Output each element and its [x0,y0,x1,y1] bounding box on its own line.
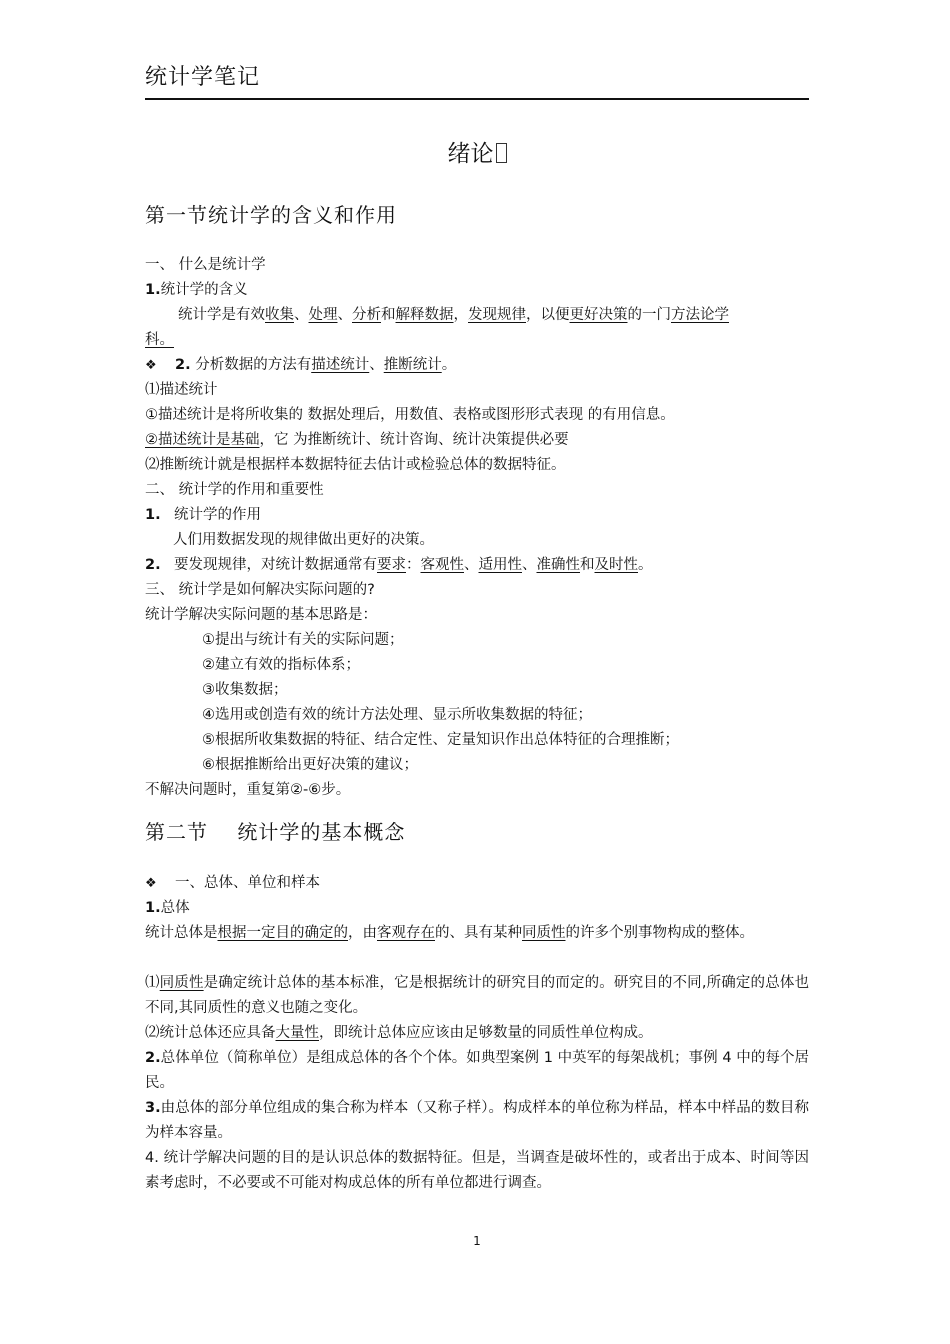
def-term-collect: 收集 [265,307,294,323]
chapter-title-text: 绪论 [447,141,494,167]
homo-marker: ⑴ [145,975,160,991]
def-term-discover: 发现规律 [468,307,526,323]
definition-paragraph [178,303,809,328]
def-text: 统计学是有效 [178,307,265,323]
item-number: 3. [145,1100,161,1116]
diamond-bullet-icon: ❖ [145,358,157,373]
definition-paragraph-cont [145,328,809,353]
running-header: 统计学笔记 [145,65,261,90]
term-homogeneity: 同质性 [159,975,204,991]
def-term-interpret: 解释数据 [395,307,454,323]
def-term-decide: 更好决策 [569,307,628,323]
item-number: 2. [145,557,161,573]
item-meaning [145,278,809,303]
term-objective-existence: 客观存在 [377,925,435,941]
def-term-methodology: 方法论学 [671,307,729,323]
pop-text: 的、具有某种 [435,925,522,941]
descriptive-heading: ⑴描述统计 [145,382,218,398]
pop-text: 统计总体是 [145,925,218,941]
sep: 、 [522,557,537,573]
pop-text: 的许多个别事物构成的整体。 [565,925,754,941]
sample-text: 由总体的部分单位组成的集合称为样本（又称子样）。构成样本的单位称为样品，样本中样品的数目称为样本容量。 [145,1100,809,1141]
item-number: 1. [145,282,161,298]
def-term-analyze: 分析 [352,307,381,323]
term-purpose: 根据一定目的确定的 [217,925,348,941]
item-number: 2. [145,1050,161,1066]
term-descriptive: 描述统计 [311,357,370,373]
term-inferential: 推断统计 [383,357,442,373]
item-population [145,896,809,921]
def-sep: 和 [381,307,396,323]
term-accuracy: 准确性 [536,557,580,573]
def-text: 的一门 [627,307,671,323]
item-number: 2. [175,357,191,373]
req-text: 要发现规律，对统计数据通常有 [174,557,377,573]
subheading-how: 三、 统计学是如何解决实际问题的? [145,582,375,598]
homo-text: 是确定统计总体的基本标准，它是根据统计的研究目的而定的。研究目的不同,所确定的总体也不同,其同质性的意义也随之变化。 [145,975,810,1016]
sep: 、 [369,357,384,373]
steps-intro: 统计学解决实际问题的基本思路是： [145,607,377,623]
inferential-line: ⑵推断统计就是根据样本数据特征去估计或检验总体的数据特征。 [145,457,566,473]
steps-outro: 不解决问题时，重复第②-⑥步。 [145,782,351,798]
role-body: 人们用数据发现的规律做出更好的决策。 [173,532,434,548]
item-number: 4. [145,1150,159,1166]
term-objective: 客观性 [420,557,464,573]
goal-text: 统计学解决问题的目的是认识总体的数据特征。但是，当调查是破坏性的，或者出于成本、时间等因素考虑时，不必要或不可能对构成总体的所有单位都进行调查。 [145,1150,809,1191]
header-rule [145,98,809,100]
step-item: ⑤根据所收集数据的特征、结合定性、定量知识作出总体特征的合理推断； [202,732,679,748]
diamond-bullet-icon: ❖ [145,876,157,891]
homogeneity-paragraph [145,971,809,1021]
def-term-process: 处理 [308,307,338,323]
term-homogeneity: 同质性 [522,925,566,941]
def-sep: 、 [294,307,309,323]
item-label: 统计学的作用 [174,507,261,523]
def-term-methodology-end: 科。 [145,332,174,348]
term-timeliness: 及时性 [594,557,638,573]
goal-paragraph [145,1146,809,1196]
sep: 。 [638,557,653,573]
item-label: 统计学的含义 [160,282,248,298]
population-definition [145,921,809,946]
step-item: ②建立有效的指标体系； [202,657,360,673]
section-heading-2: 第二节 统计学的基本概念 [145,820,406,844]
large-text: ⑵统计总体还应具备 [145,1025,276,1041]
subheading-what-is-statistics: 一、 什么是统计学 [145,257,266,273]
pop-text: ，由 [348,925,377,941]
item-label: 总体 [160,900,190,916]
term-largeness: 大量性 [275,1025,319,1041]
step-item: ④选用或创造有效的统计方法处理、显示所收集数据的特征； [202,707,592,723]
descriptive-line-2 [145,428,809,453]
subheading-role: 二、 统计学的作用和重要性 [145,482,324,498]
unit-text: 总体单位（简称单位）是组成总体的各个个体。如典型案例 1 中英军的每架战机；事例 4 中的每个居民。 [145,1050,809,1091]
sep: 。 [441,357,457,373]
sep: 和 [580,557,595,573]
sample-paragraph [145,1096,809,1146]
unit-paragraph [145,1046,809,1096]
step-item: ③收集数据； [202,682,288,698]
def-text: ，以便 [526,307,570,323]
subheading-text: 一、总体、单位和样本 [175,875,320,891]
subheading-population [145,871,809,897]
section-heading-1: 第一节统计学的含义和作用 [145,203,397,227]
item-methods [145,353,809,379]
item-role [145,503,809,528]
missing-glyph-box [496,143,507,163]
sep: ： [406,557,421,573]
item-text: 分析数据的方法有 [190,357,312,373]
sep: 、 [464,557,479,573]
page-number: 1 [473,1234,481,1248]
item-number: 1. [145,507,161,523]
step-item: ①提出与统计有关的实际问题； [202,632,404,648]
item-requirements [145,553,809,578]
term-descriptive-basis: ②描述统计是基础 [145,432,260,448]
descriptive-line-2-text: ，它 为推断统计、统计咨询、统计决策提供必要 [259,432,569,448]
descriptive-line-1: ①描述统计是将所收集的 数据处理后，用数值、表格或图形形式表现 的有用信息。 [145,407,675,423]
large-text: ，即统计总体应应该由足够数量的同质性单位构成。 [319,1025,653,1041]
largeness-paragraph [145,1021,809,1046]
def-sep: ， [453,307,468,323]
chapter-title [145,138,809,170]
term-requirement: 要求 [377,557,406,573]
step-item: ⑥根据推断给出更好决策的建议； [202,757,418,773]
item-number: 1. [145,900,161,916]
def-sep: 、 [337,307,352,323]
term-applicable: 适用性 [478,557,522,573]
